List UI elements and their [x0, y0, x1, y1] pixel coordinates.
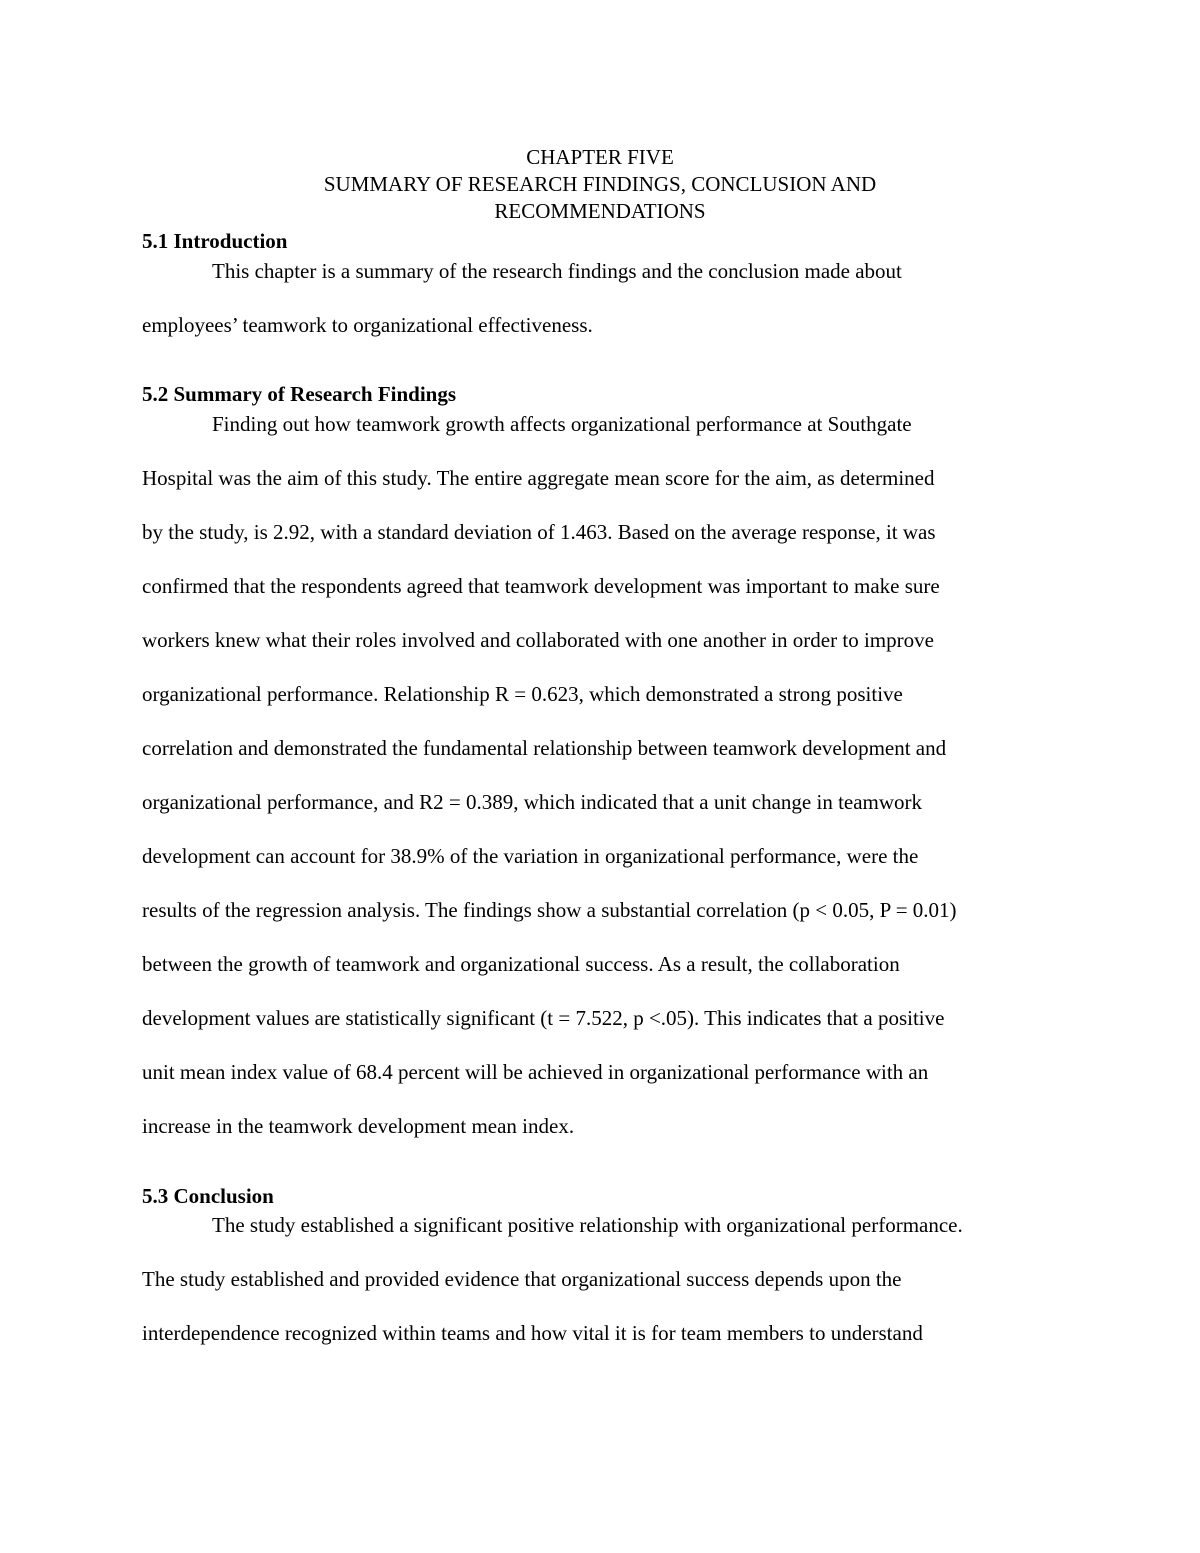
section-5-1-heading: 5.1 Introduction: [142, 229, 288, 253]
paragraph-line: confirmed that the respondents agreed that teamwork development was important to make sure: [142, 574, 940, 598]
section-5-3-heading: 5.3 Conclusion: [142, 1184, 274, 1208]
paragraph-line: interdependence recognized within teams and how vital it is for team members to understand: [142, 1321, 923, 1345]
paragraph-line: by the study, is 2.92, with a standard deviation of 1.463. Based on the average response, it was: [142, 520, 936, 544]
paragraph-line: correlation and demonstrated the fundamental relationship between teamwork development and: [142, 736, 947, 760]
paragraph-line: development can account for 38.9% of the variation in organizational performance, were the: [142, 844, 919, 868]
paragraph-line: organizational performance, and R2 = 0.389, which indicated that a unit change in teamwork: [142, 790, 923, 814]
paragraph-line: Hospital was the aim of this study. The entire aggregate mean score for the aim, as determined: [142, 466, 935, 490]
paragraph-line: development values are statistically significant (t = 7.522, p <.05). This indicates that a positive: [142, 1006, 945, 1030]
paragraph-line: The study established and provided evidence that organizational success depends upon the: [142, 1267, 902, 1291]
chapter-title-line-2: RECOMMENDATIONS: [494, 199, 706, 223]
section-5-2-heading: 5.2 Summary of Research Findings: [142, 382, 457, 406]
paragraph-line: The study established a significant positive relationship with organizational performance.: [212, 1213, 963, 1237]
paragraph-line: workers knew what their roles involved and collaborated with one another in order to improve: [142, 628, 934, 652]
paragraph-line: results of the regression analysis. The findings show a substantial correlation (p < 0.05, P = 0.01): [142, 898, 957, 922]
chapter-title-line-1: SUMMARY OF RESEARCH FINDINGS, CONCLUSION AND: [323, 172, 877, 196]
chapter-label: CHAPTER FIVE: [526, 145, 674, 169]
paragraph-line: This chapter is a summary of the research findings and the conclusion made about: [212, 259, 902, 283]
paragraph-line: increase in the teamwork development mean index.: [142, 1114, 575, 1138]
paragraph-line: organizational performance. Relationship R = 0.623, which demonstrated a strong positive: [142, 682, 903, 706]
paragraph-line: between the growth of teamwork and organizational success. As a result, the collaboration: [142, 952, 900, 976]
paragraph-line: unit mean index value of 68.4 percent will be achieved in organizational performance with an: [142, 1060, 929, 1084]
paragraph-line: Finding out how teamwork growth affects organizational performance at Southgate: [212, 412, 912, 436]
paragraph-line: employees’ teamwork to organizational effectiveness.: [142, 313, 593, 337]
